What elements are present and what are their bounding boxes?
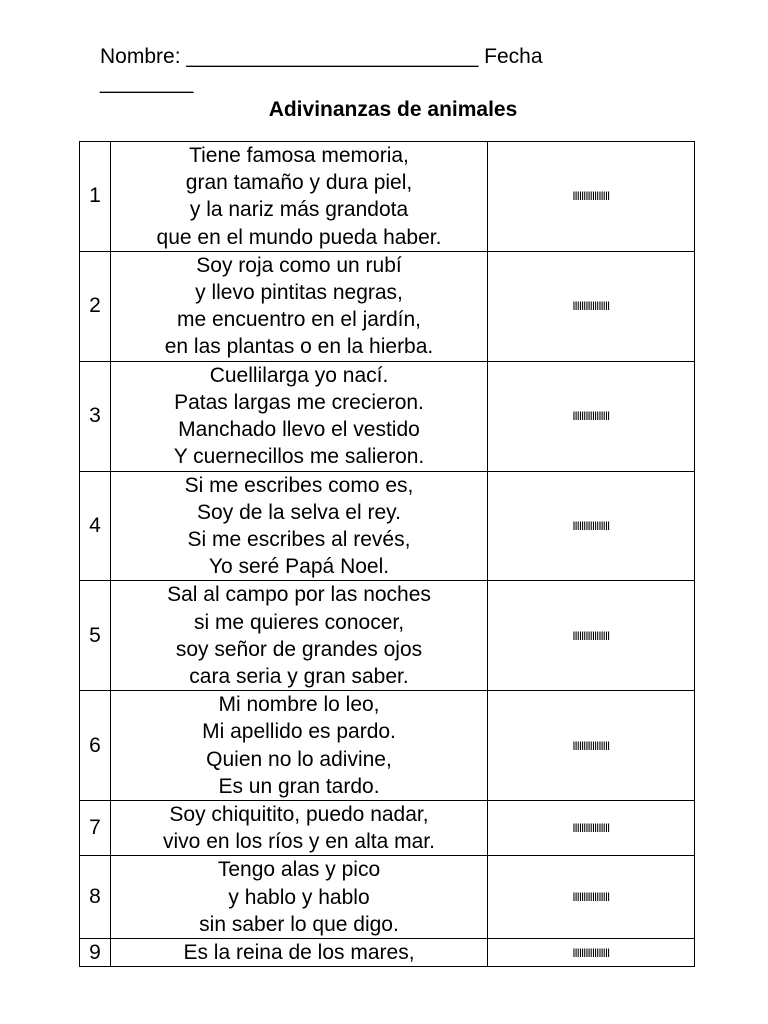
answer-field[interactable]: lllllllllllllllll — [488, 581, 695, 691]
verse-line: y llevo pintitas negras, — [195, 281, 403, 305]
riddle-row — [80, 471, 695, 581]
verse-line: Tengo alas y pico — [217, 858, 381, 882]
verse-line: Cuellilarga yo nací. — [209, 363, 389, 387]
verse-line: soy señor de grandes ojos — [175, 637, 423, 661]
riddle-number: 5 — [80, 581, 111, 691]
answer-field[interactable]: lllllllllllllllll — [488, 361, 695, 471]
verse-line: Es un gran tardo. — [218, 774, 380, 798]
verse-line: y la nariz más grandota — [189, 198, 409, 222]
verse-line: Yo seré Papá Noel. — [208, 555, 390, 579]
verse-line: Mi nombre lo leo, — [218, 693, 380, 717]
verse-line: me encuentro en el jardín, — [177, 308, 421, 332]
verse-line: Patas largas me crecieron. — [174, 390, 424, 414]
verse-line: Si me escribes al revés, — [187, 528, 411, 552]
riddle-row — [80, 581, 695, 691]
verse-line: vivo en los ríos y en alta mar. — [163, 830, 435, 854]
verse-line: sin saber lo que digo. — [199, 912, 399, 936]
riddle-row — [80, 361, 695, 471]
name-date-line: Nombre: _________________________ Fecha — [100, 45, 543, 68]
verse-line: Si me escribes como es, — [184, 473, 414, 497]
riddle-number: 1 — [80, 142, 111, 252]
verse-line: Soy roja como un rubí — [196, 253, 402, 277]
answer-field[interactable]: lllllllllllllllll — [488, 856, 695, 939]
answer-field[interactable]: lllllllllllllllll — [488, 691, 695, 801]
riddle-verse — [111, 581, 488, 691]
answer-field[interactable]: lllllllllllllllll — [488, 251, 695, 361]
date-blank-line: ________ — [100, 71, 194, 94]
riddles-table — [79, 141, 695, 967]
riddle-verse — [111, 471, 488, 581]
riddle-verse — [111, 856, 488, 939]
verse-line: en las plantas o en la hierba. — [164, 335, 434, 359]
verse-line: cara seria y gran saber. — [189, 665, 409, 689]
verse-line: Sal al campo por las noches — [167, 583, 431, 607]
answer-field[interactable]: lllllllllllllllll — [488, 142, 695, 252]
verse-line: Mi apellido es pardo. — [202, 720, 396, 744]
verse-line: Soy chiquitito, puedo nadar, — [169, 803, 429, 827]
verse-line: que en el mundo pueda haber. — [156, 225, 442, 249]
verse-line: gran tamaño y dura piel, — [185, 171, 413, 195]
answer-field[interactable]: lllllllllllllllll — [488, 471, 695, 581]
answer-field[interactable]: lllllllllllllllll — [488, 939, 695, 967]
riddle-verse — [111, 251, 488, 361]
verse-line: Quien no lo adivine, — [206, 747, 392, 771]
riddle-verse — [111, 801, 488, 856]
answer-field[interactable]: lllllllllllllllll — [488, 801, 695, 856]
riddle-row — [80, 691, 695, 801]
riddle-number: 4 — [80, 471, 111, 581]
riddle-number: 6 — [80, 691, 111, 801]
riddle-row — [80, 856, 695, 939]
verse-line: si me quieres conocer, — [193, 610, 405, 634]
riddle-number: 7 — [80, 801, 111, 856]
riddle-verse — [111, 361, 488, 471]
verse-line: Soy de la selva el rey. — [197, 500, 401, 524]
page-title: Adivinanzas de animales — [268, 98, 518, 121]
verse-line: Tiene famosa memoria, — [189, 144, 409, 167]
riddle-verse — [111, 142, 488, 252]
riddle-row — [80, 251, 695, 361]
riddle-row — [80, 142, 695, 252]
riddle-number: 8 — [80, 856, 111, 939]
verse-line: Es la reina de los mares, — [183, 941, 415, 965]
riddle-number: 2 — [80, 251, 111, 361]
riddle-row — [80, 801, 695, 856]
riddle-number: 9 — [80, 939, 111, 967]
verse-line: Y cuernecillos me salieron. — [173, 445, 425, 469]
riddle-row — [80, 939, 695, 967]
verse-line: Manchado llevo el vestido — [178, 418, 420, 442]
riddle-verse — [111, 691, 488, 801]
verse-line: y hablo y hablo — [228, 885, 370, 909]
riddle-number: 3 — [80, 361, 111, 471]
riddle-verse — [111, 939, 488, 967]
